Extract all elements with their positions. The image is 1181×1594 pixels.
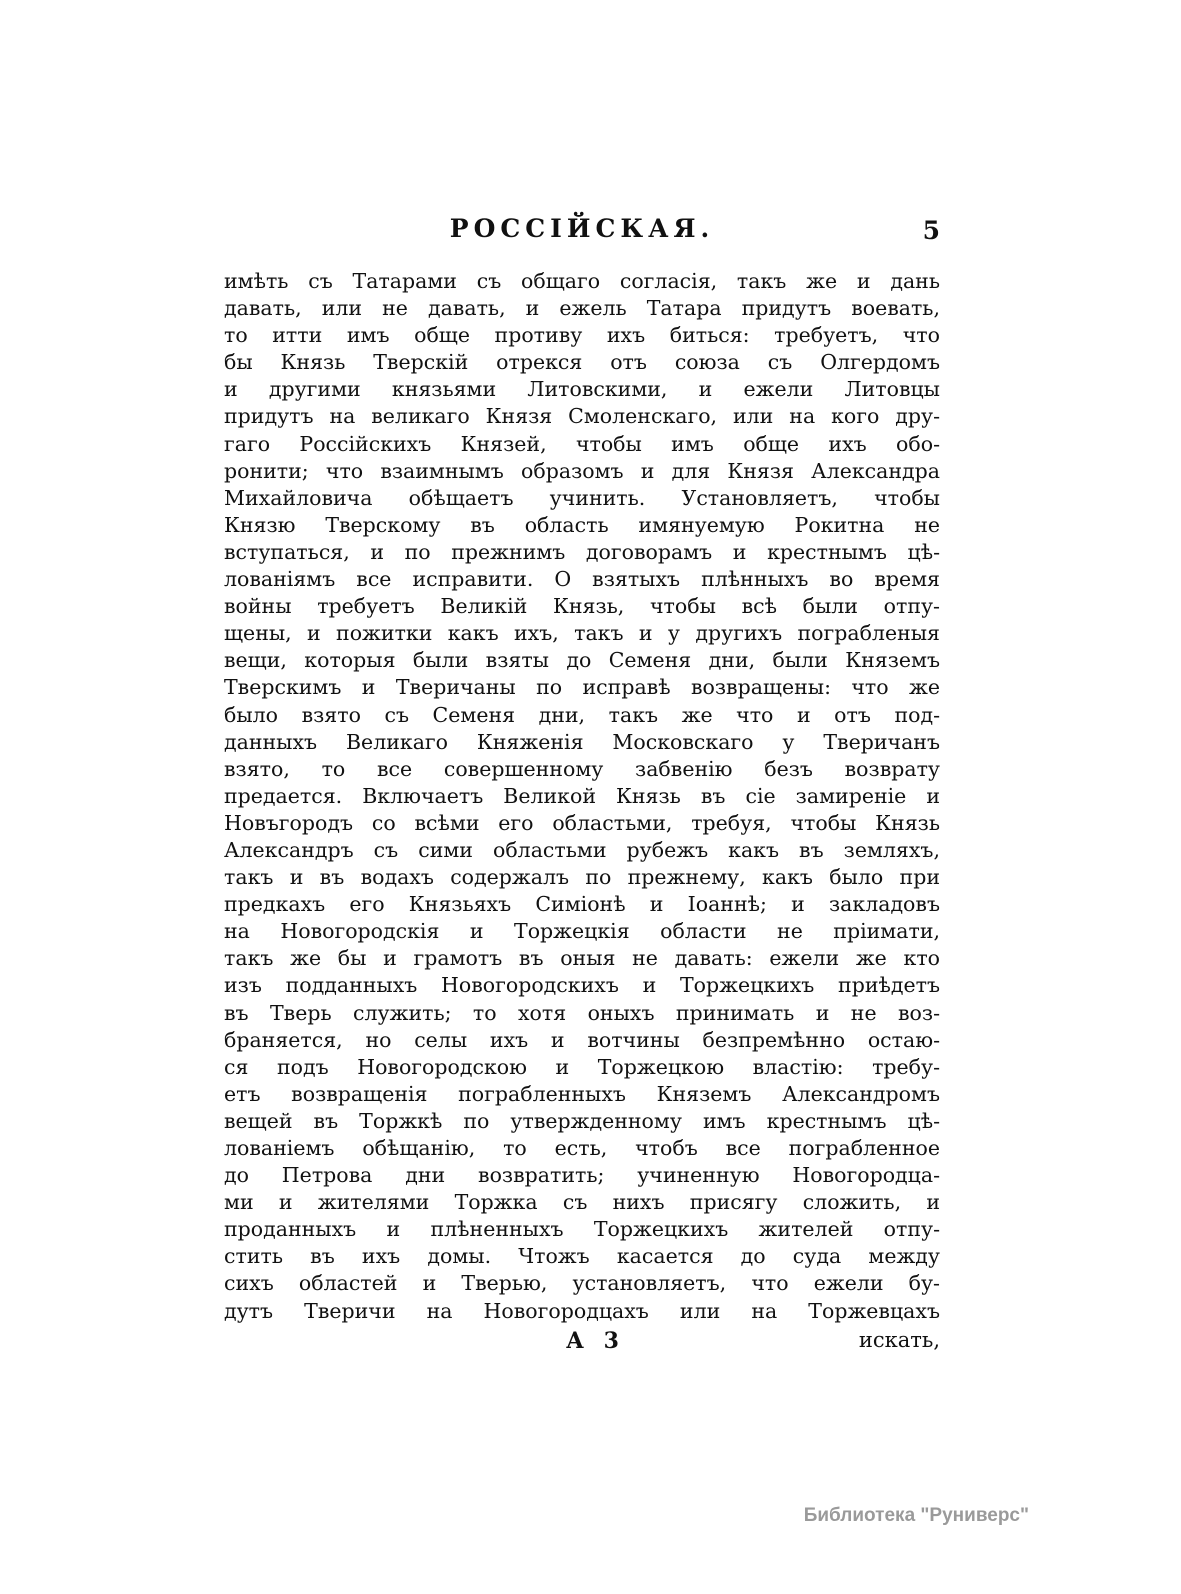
text-line: стить въ ихъ домы. Чтожъ касается до суда между [224,1244,940,1269]
text-line: такъ и въ водахъ содержалъ по прежнему, какъ было при [224,865,940,890]
text-line: на Новогородскія и Торжецкія области не пріимати, [224,919,940,944]
text-line: ся подъ Новогородскою и Торжецкою властію: требу- [224,1054,940,1079]
text-line: етъ возвращенія пограбленныхъ Княземъ Александромъ [224,1081,940,1106]
text-line: имѣть съ Татарами съ общаго согласія, такъ же и дань [224,269,940,293]
text-line: щены, и пожитки какъ ихъ, такъ и у другихъ пограбленыя [224,621,940,646]
text-line: войны требуетъ Великій Князь, чтобы всѣ были отпу- [224,594,940,619]
text-line: лованіемъ обѣщанію, то есть, чтобъ все пограбленное [224,1136,940,1160]
text-line: такъ же бы и грамотъ въ оныя не давать: ежели же кто [224,946,940,971]
text-line: вещи, которыя были взяты до Семеня дни, были Княземъ [224,648,940,673]
text-line: до Петрова дни возвратить; учиненную Новогородца- [224,1163,940,1188]
signature-mark: А 3 [566,1328,625,1354]
body-text [224,268,940,1325]
text-line: Новъгородъ со всѣми его областьми, требуя, чтобы Князь [224,810,940,835]
text-line: данныхъ Великаго Княженія Московскаго у Тверичанъ [224,729,940,754]
text-line: Тверскимъ и Тверичаны по исправѣ возвращены: что же [224,675,940,700]
text-line: ми и жителями Торжка съ нихъ присягу сложить, и [224,1190,940,1215]
text-line: изъ подданныхъ Новогородскихъ и Торжецкихъ приѣдетъ [224,973,940,998]
text-line: въ Тверь служить; то хотя оныхъ принимать и не воз- [224,1000,940,1025]
text-line: лованіямъ все исправити. О взятыхъ плѣнныхъ во время [224,567,940,592]
running-title: РОССІЙСКАЯ. [449,214,715,243]
text-line: и другими князьями Литовскими, и ежели Литовцы [224,377,940,402]
text-line: Александръ съ сими областьми рубежъ какъ въ земляхъ, [224,837,940,862]
text-line: то итти имъ обще противу ихъ биться: требуетъ, что [224,323,940,348]
text-line: сихъ областей и Тверью, установляетъ, что ежели бу- [224,1271,940,1296]
text-line: ронити; что взаимнымъ образомъ и для Князя Александра [224,458,940,483]
text-line: придутъ на великаго Князя Смоленскаго, или на кого дру- [224,404,940,429]
page-number: 5 [922,216,940,245]
text-line: взято, то все совершенному забвенію безъ возврату [224,756,940,781]
library-watermark: Библиотека "Руниверс" [803,1505,1029,1526]
catchword: искать, [858,1328,940,1352]
text-line: вещей въ Торжкѣ по утвержденному имъ крестнымъ цѣ- [224,1108,940,1133]
page-footer [224,1328,940,1360]
text-line: Князю Тверскому въ область имянуемую Рокитна не [224,512,940,537]
text-line: гаго Россійскихъ Князей, чтобы имъ обще ихъ обо- [224,431,940,456]
text-line: было взято съ Семеня дни, такъ же что и отъ под- [224,702,940,727]
running-head [224,214,940,254]
text-line: Михайловича обѣщаетъ учинить. Установляетъ, чтобы [224,485,940,510]
text-line: давать, или не давать, и ежель Татара придутъ воевать, [224,296,940,321]
text-line: вступаться, и по прежнимъ договорамъ и крестнымъ цѣ- [224,539,940,564]
text-line: бы Князь Тверскій отрекся отъ союза съ Олгердомъ [224,350,940,375]
text-line: дутъ Тверичи на Новогородцахъ или на Торжевцахъ [224,1298,940,1323]
text-line: проданныхъ и плѣненныхъ Торжецкихъ жителей отпу- [224,1217,940,1242]
text-line: предается. Включаетъ Великой Князь въ сіе замиреніе и [224,783,940,808]
text-line: предкахъ его Князьяхъ Симіонѣ и Іоаннѣ; и закладовъ [224,892,940,917]
text-line: браняется, но селы ихъ и вотчины безпремѣнно остаю- [224,1027,940,1052]
